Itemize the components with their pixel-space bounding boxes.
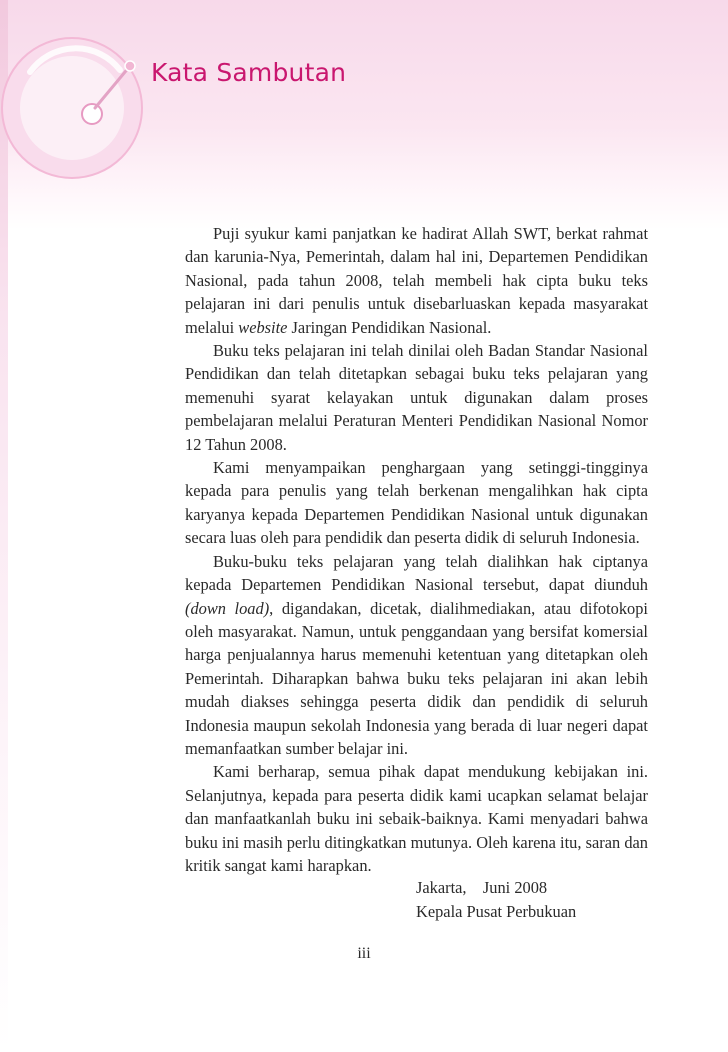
- clock-dial-decoration-icon: [0, 0, 160, 210]
- paragraph-4: [185, 550, 648, 761]
- dial-inner-face: [20, 56, 124, 160]
- paragraph-1: [185, 222, 648, 339]
- paragraph-3-text: Kami menyampaikan penghargaan yang setinggi-tingginya kepada para penulis yang telah berkenan mengalihkan hak cipta karyanya kepada Departemen Pendidikan Nasional untuk digunakan secara luas oleh para pendidik dan peserta didik di seluruh Indonesia.: [185, 458, 648, 548]
- signoff: [416, 876, 576, 924]
- signoff-place-date: Jakarta, Juni 2008: [416, 878, 548, 897]
- body-text: [185, 222, 648, 877]
- signoff-signatory: Kepala Pusat Perbukuan: [416, 902, 577, 921]
- paragraph-4-italic: (down load): [185, 598, 270, 618]
- paragraph-5: [185, 760, 648, 877]
- dial-hand-tip: [125, 61, 135, 71]
- paragraph-2: [185, 339, 648, 456]
- dial-center-knob: [82, 104, 102, 124]
- paragraph-3: [185, 456, 648, 550]
- page-number: iii: [357, 945, 371, 962]
- paragraph-4-text-end: , digandakan, dicetak, dialihmediakan, atau difotokopi oleh masyarakat. Namun, untuk penggandaan yang bersifat komersial harga penjualannya harus memenuhi ketentuan yang ditetapkan oleh Pemerintah. Diharapkan bahwa buku teks pelajaran ini akan lebih mudah diakses sehingga peserta didik dan pendidik di seluruh Indonesia maupun sekolah Indonesia yang berada di luar negeri dapat memanfaatkan sumber belajar ini.: [185, 598, 648, 758]
- paragraph-1-text: Puji syukur kami panjatkan ke hadirat Allah SWT, berkat rahmat dan karunia-Nya, Pemerintah, dalam hal ini, Departemen Pendidikan Nasional, pada tahun 2008, telah membeli hak cipta buku teks pelajaran ini dari penulis untuk disebarluaskan kepada masyarakat melalui: [185, 224, 648, 337]
- paragraph-1-italic: website: [238, 317, 288, 337]
- paragraph-1-text-end: Jaringan Pendidikan Nasional.: [287, 317, 492, 337]
- paragraph-5-text: Kami berharap, semua pihak dapat mendukung kebijakan ini. Selanjutnya, kepada para peserta didik kami ucapkan selamat belajar dan manfaatkanlah buku ini sebaik-baiknya. Kami menyadari bahwa buku ini masih perlu ditingkatkan mutunya. Oleh karena itu, saran dan kritik sangat kami harapkan.: [185, 762, 648, 875]
- paragraph-2-text: Buku teks pelajaran ini telah dinilai oleh Badan Standar Nasional Pendidikan dan telah ditetapkan sebagai buku teks pelajaran yang memenuhi syarat kelayakan untuk digunakan dalam proses pembelajaran melalui Peraturan Menteri Pendidikan Nasional Nomor 12 Tahun 2008.: [185, 341, 648, 454]
- paragraph-4-text: Buku-buku teks pelajaran yang telah dialihkan hak ciptanya kepada Departemen Pendidikan Nasional tersebut, dapat diunduh: [185, 551, 648, 595]
- page-title: Kata Sambutan: [151, 58, 347, 87]
